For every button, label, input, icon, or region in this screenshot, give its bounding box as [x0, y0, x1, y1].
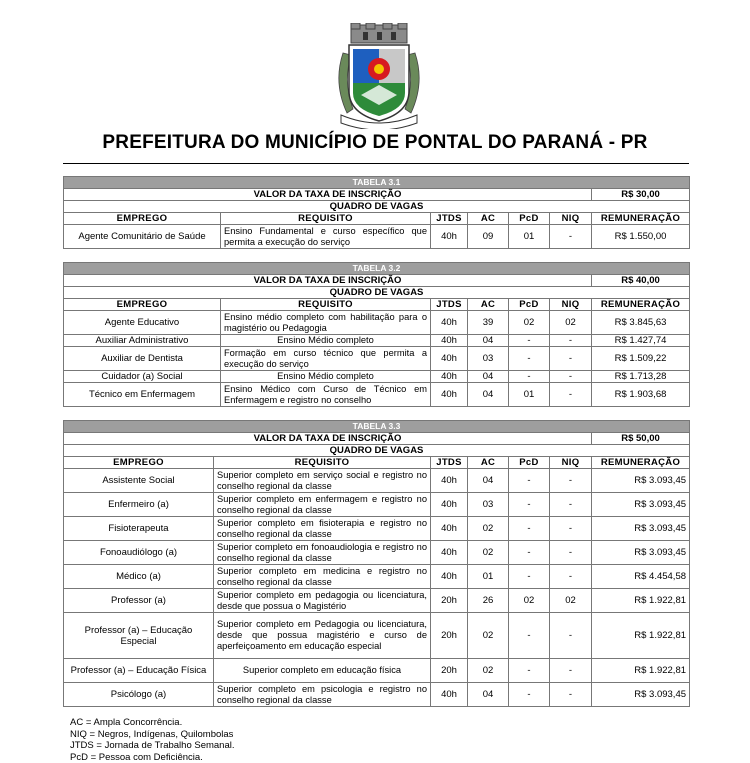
- cell-remuneracao: R$ 3.093,45: [592, 493, 690, 517]
- cell-jtds: 20h: [431, 659, 468, 683]
- cell-jtds: 40h: [431, 311, 468, 335]
- cell-jtds: 20h: [431, 589, 468, 613]
- cell-requisito: Superior completo em psicologia e registro no conselho regional da classe: [214, 683, 431, 707]
- table-row: [64, 493, 690, 517]
- cell-ac: 04: [468, 683, 509, 707]
- cell-emprego: Médico (a): [64, 565, 214, 589]
- col-jtds: JTDS: [431, 299, 468, 311]
- cell-emprego: Auxiliar Administrativo: [64, 335, 221, 347]
- cell-emprego: Assistente Social: [64, 469, 214, 493]
- title-underline: [63, 163, 689, 164]
- col-remuneracao: REMUNERAÇÃO: [592, 299, 690, 311]
- cell-remuneracao: R$ 3.093,45: [592, 517, 690, 541]
- col-pcd: PcD: [509, 457, 550, 469]
- col-jtds: JTDS: [431, 213, 468, 225]
- cell-niq: -: [550, 659, 592, 683]
- cell-pcd: -: [509, 683, 550, 707]
- col-remuneracao: REMUNERAÇÃO: [592, 213, 690, 225]
- col-emprego: EMPREGO: [64, 457, 214, 469]
- cell-jtds: 40h: [431, 541, 468, 565]
- cell-jtds: 40h: [431, 347, 468, 371]
- taxa-label: VALOR DA TAXA DE INSCRIÇÃO: [64, 433, 592, 445]
- legend-item: JTDS = Jornada de Trabalho Semanal.: [70, 740, 235, 751]
- cell-emprego: Cuidador (a) Social: [64, 371, 221, 383]
- cell-pcd: -: [509, 347, 550, 371]
- cell-niq: -: [550, 335, 592, 347]
- table-row: [64, 613, 690, 659]
- cell-pcd: 01: [509, 383, 550, 407]
- taxa-label: VALOR DA TAXA DE INSCRIÇÃO: [64, 275, 592, 287]
- cell-remuneracao: R$ 1.550,00: [592, 225, 690, 249]
- cell-requisito: Ensino Médio completo: [221, 371, 431, 383]
- cell-jtds: 40h: [431, 493, 468, 517]
- cell-remuneracao: R$ 3.093,45: [592, 469, 690, 493]
- cell-ac: 02: [468, 541, 509, 565]
- cell-jtds: 40h: [431, 371, 468, 383]
- col-jtds: JTDS: [431, 457, 468, 469]
- cell-niq: -: [550, 493, 592, 517]
- col-emprego: EMPREGO: [64, 213, 221, 225]
- cell-emprego: Agente Educativo: [64, 311, 221, 335]
- table-row: [64, 225, 690, 249]
- cell-emprego: Agente Comunitário de Saúde: [64, 225, 221, 249]
- cell-niq: -: [550, 565, 592, 589]
- cell-ac: 04: [468, 335, 509, 347]
- col-requisito: REQUISITO: [221, 299, 431, 311]
- col-ac: AC: [468, 299, 509, 311]
- cell-emprego: Professor (a) – Educação Física: [64, 659, 214, 683]
- cell-emprego: Fonoaudiólogo (a): [64, 541, 214, 565]
- table-3-2: [63, 262, 690, 407]
- table-row: [64, 541, 690, 565]
- taxa-value: R$ 50,00: [592, 433, 690, 445]
- col-niq: NIQ: [550, 457, 592, 469]
- table-row: [64, 565, 690, 589]
- cell-niq: -: [550, 347, 592, 371]
- quadro-label: QUADRO DE VAGAS: [64, 445, 690, 457]
- cell-pcd: 02: [509, 311, 550, 335]
- cell-remuneracao: R$ 1.922,81: [592, 613, 690, 659]
- cell-niq: -: [550, 469, 592, 493]
- cell-pcd: -: [509, 541, 550, 565]
- col-ac: AC: [468, 457, 509, 469]
- cell-requisito: Formação em curso técnico que permita a execução do serviço: [221, 347, 431, 371]
- table-row: [64, 347, 690, 371]
- cell-pcd: -: [509, 565, 550, 589]
- cell-emprego: Técnico em Enfermagem: [64, 383, 221, 407]
- cell-remuneracao: R$ 1.713,28: [592, 371, 690, 383]
- cell-requisito: Superior completo em medicina e registro no conselho regional da classe: [214, 565, 431, 589]
- cell-remuneracao: R$ 1.903,68: [592, 383, 690, 407]
- cell-ac: 04: [468, 469, 509, 493]
- cell-remuneracao: R$ 4.454,58: [592, 565, 690, 589]
- table-3-1: [63, 176, 690, 249]
- cell-ac: 39: [468, 311, 509, 335]
- cell-requisito: Ensino Fundamental e curso específico que permita a execução do serviço: [221, 225, 431, 249]
- cell-pcd: 01: [509, 225, 550, 249]
- cell-requisito: Superior completo em Pedagogia ou licenciatura, desde que possua magistério e curso de aperfeiçoamento em educação especial: [214, 613, 431, 659]
- page-title: PREFEITURA DO MUNICÍPIO DE PONTAL DO PARANÁ - PR: [102, 132, 648, 153]
- cell-remuneracao: R$ 1.509,22: [592, 347, 690, 371]
- cell-requisito: Superior completo em educação física: [214, 659, 431, 683]
- cell-emprego: Professor (a) – Educação Especial: [64, 613, 214, 659]
- cell-pcd: -: [509, 469, 550, 493]
- cell-ac: 04: [468, 371, 509, 383]
- cell-ac: 02: [468, 613, 509, 659]
- col-requisito: REQUISITO: [221, 213, 431, 225]
- cell-requisito: Ensino médio completo com habilitação para o magistério ou Pedagogia: [221, 311, 431, 335]
- col-emprego: EMPREGO: [64, 299, 221, 311]
- quadro-label: QUADRO DE VAGAS: [64, 201, 690, 213]
- cell-jtds: 40h: [431, 383, 468, 407]
- cell-niq: -: [550, 613, 592, 659]
- cell-pcd: -: [509, 335, 550, 347]
- col-niq: NIQ: [550, 299, 592, 311]
- cell-niq: -: [550, 683, 592, 707]
- cell-remuneracao: R$ 1.427,74: [592, 335, 690, 347]
- col-requisito: REQUISITO: [214, 457, 431, 469]
- cell-ac: 03: [468, 493, 509, 517]
- cell-emprego: Enfermeiro (a): [64, 493, 214, 517]
- cell-pcd: 02: [509, 589, 550, 613]
- cell-ac: 03: [468, 347, 509, 371]
- cell-emprego: Auxiliar de Dentista: [64, 347, 221, 371]
- table-label: TABELA 3.2: [64, 263, 690, 275]
- cell-niq: -: [550, 371, 592, 383]
- legend-item: PcD = Pessoa com Deficiência.: [70, 751, 203, 763]
- table-row: [64, 371, 690, 383]
- cell-pcd: -: [509, 371, 550, 383]
- col-remuneracao: REMUNERAÇÃO: [592, 457, 690, 469]
- col-pcd: PcD: [509, 213, 550, 225]
- legend: [70, 717, 235, 763]
- table-3-3: [63, 420, 690, 707]
- quadro-label: QUADRO DE VAGAS: [64, 287, 690, 299]
- taxa-value: R$ 40,00: [592, 275, 690, 287]
- cell-remuneracao: R$ 1.922,81: [592, 589, 690, 613]
- cell-remuneracao: R$ 3.093,45: [592, 541, 690, 565]
- table-row: [64, 383, 690, 407]
- col-pcd: PcD: [509, 299, 550, 311]
- cell-remuneracao: R$ 3.845,63: [592, 311, 690, 335]
- table-row: [64, 659, 690, 683]
- cell-niq: -: [550, 383, 592, 407]
- cell-jtds: 40h: [431, 683, 468, 707]
- cell-niq: 02: [550, 311, 592, 335]
- cell-pcd: -: [509, 493, 550, 517]
- cell-remuneracao: R$ 3.093,45: [592, 683, 690, 707]
- cell-ac: 02: [468, 517, 509, 541]
- cell-requisito: Ensino Médico com Curso de Técnico em Enfermagem e registro no conselho: [221, 383, 431, 407]
- col-ac: AC: [468, 213, 509, 225]
- table-label: TABELA 3.3: [64, 421, 690, 433]
- table-row: [64, 683, 690, 707]
- cell-jtds: 40h: [431, 225, 468, 249]
- cell-ac: 09: [468, 225, 509, 249]
- cell-requisito: Superior completo em fonoaudiologia e registro no conselho regional da classe: [214, 541, 431, 565]
- legend-item: NIQ = Negros, Indígenas, Quilombolas: [70, 728, 234, 740]
- cell-jtds: 40h: [431, 565, 468, 589]
- cell-emprego: Fisioterapeuta: [64, 517, 214, 541]
- cell-requisito: Ensino Médio completo: [221, 335, 431, 347]
- cell-ac: 02: [468, 659, 509, 683]
- cell-requisito: Superior completo em pedagogia ou licenciatura, desde que possua o Magistério: [214, 589, 431, 613]
- cell-requisito: Superior completo em fisioterapia e registro no conselho regional da classe: [214, 517, 431, 541]
- cell-jtds: 40h: [431, 335, 468, 347]
- table-row: [64, 589, 690, 613]
- cell-pcd: -: [509, 613, 550, 659]
- cell-ac: 01: [468, 565, 509, 589]
- cell-jtds: 20h: [431, 613, 468, 659]
- cell-pcd: -: [509, 659, 550, 683]
- table-row: [64, 469, 690, 493]
- cell-niq: -: [550, 517, 592, 541]
- cell-niq: -: [550, 225, 592, 249]
- cell-requisito: Superior completo em enfermagem e registro no conselho regional da classe: [214, 493, 431, 517]
- cell-jtds: 40h: [431, 517, 468, 541]
- cell-ac: 26: [468, 589, 509, 613]
- cell-ac: 04: [468, 383, 509, 407]
- taxa-label: VALOR DA TAXA DE INSCRIÇÃO: [64, 189, 592, 201]
- cell-emprego: Professor (a): [64, 589, 214, 613]
- cell-niq: 02: [550, 589, 592, 613]
- col-niq: NIQ: [550, 213, 592, 225]
- table-row: [64, 335, 690, 347]
- cell-jtds: 40h: [431, 469, 468, 493]
- municipal-coat-of-arms-icon: [333, 23, 425, 129]
- table-row: [64, 517, 690, 541]
- cell-remuneracao: R$ 1.922,81: [592, 659, 690, 683]
- cell-pcd: -: [509, 517, 550, 541]
- cell-requisito: Superior completo em serviço social e registro no conselho regional da classe: [214, 469, 431, 493]
- table-label: TABELA 3.1: [64, 177, 690, 189]
- legend-item: AC = Ampla Concorrência.: [70, 717, 183, 728]
- table-row: [64, 311, 690, 335]
- taxa-value: R$ 30,00: [592, 189, 690, 201]
- cell-niq: -: [550, 541, 592, 565]
- cell-emprego: Psicólogo (a): [64, 683, 214, 707]
